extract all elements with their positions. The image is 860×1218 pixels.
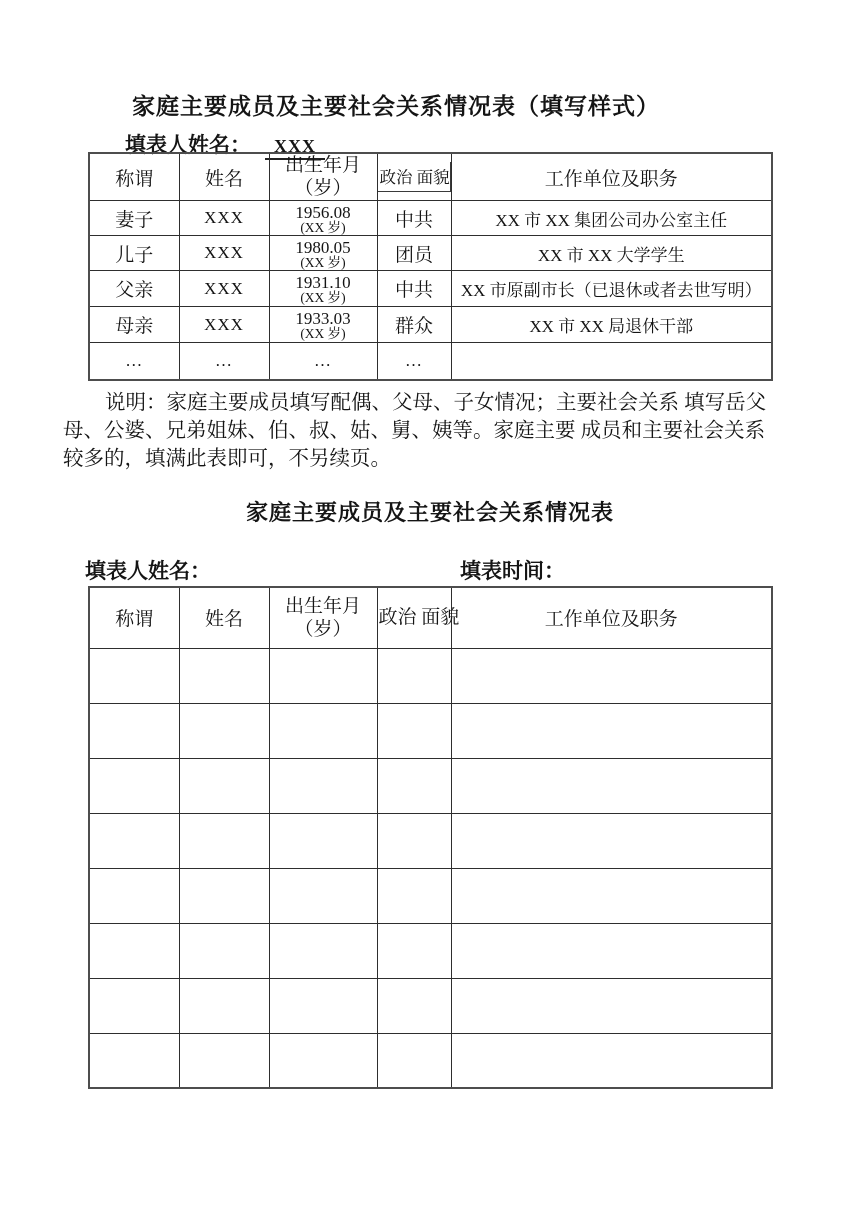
header-birth-line2: （岁） bbox=[294, 178, 352, 199]
empty-cell bbox=[179, 703, 269, 758]
header-birth-line2: （岁） bbox=[294, 618, 352, 640]
blank-table-header-row bbox=[89, 587, 772, 648]
header-birth-line1: 出生年月 bbox=[284, 155, 361, 176]
birth-age: (XX 岁) bbox=[300, 219, 346, 235]
empty-cell bbox=[269, 648, 377, 703]
cell-work: XX 市 XX 局退休干部 bbox=[451, 307, 772, 343]
birth-age: (XX 岁) bbox=[300, 326, 346, 341]
member-row bbox=[89, 201, 772, 236]
birth-year: 1933.03 bbox=[295, 309, 351, 328]
filler-name-value: XXX bbox=[265, 135, 325, 160]
sample-members-table bbox=[88, 152, 773, 381]
instructions-note bbox=[63, 389, 803, 473]
cell-relation: 父亲 bbox=[89, 271, 179, 307]
member-row bbox=[89, 271, 772, 307]
cell-relation: 母亲 bbox=[89, 307, 179, 343]
note-line: 较多的，填满此表即可，不另续页。 bbox=[63, 448, 391, 470]
empty-cell bbox=[269, 923, 377, 978]
empty-cell bbox=[451, 703, 772, 758]
cell-relation: 儿子 bbox=[89, 236, 179, 271]
birth-age: (XX 岁) bbox=[300, 290, 346, 305]
empty-cell bbox=[89, 923, 179, 978]
empty-cell bbox=[179, 813, 269, 868]
sample-table-header-row bbox=[89, 153, 772, 201]
birth-age: (XX 岁) bbox=[300, 254, 346, 270]
cell-political: 中共 bbox=[377, 201, 451, 236]
cell-work: XX 市 XX 集团公司办公室主任 bbox=[451, 201, 772, 236]
empty-cell bbox=[451, 648, 772, 703]
empty-cell bbox=[451, 868, 772, 923]
empty-cell bbox=[89, 868, 179, 923]
header-political bbox=[377, 587, 460, 648]
empty-cell bbox=[377, 923, 451, 978]
empty-cell bbox=[451, 1033, 772, 1088]
empty-cell bbox=[179, 648, 269, 703]
empty-cell bbox=[89, 648, 179, 703]
empty-cell bbox=[269, 868, 377, 923]
empty-cell bbox=[451, 923, 772, 978]
cell-name: XXX bbox=[179, 271, 269, 307]
empty-cell bbox=[377, 648, 451, 703]
empty-cell bbox=[89, 758, 179, 813]
cell-birth: … bbox=[269, 343, 377, 380]
cell-birth bbox=[269, 271, 377, 307]
header-political bbox=[377, 153, 451, 201]
empty-cell bbox=[179, 923, 269, 978]
empty-cell bbox=[377, 703, 451, 758]
empty-row bbox=[89, 868, 772, 923]
empty-row bbox=[89, 758, 772, 813]
cell-name: XXX bbox=[179, 201, 269, 236]
empty-cell bbox=[179, 1033, 269, 1088]
header-work: 工作单位及职务 bbox=[451, 587, 772, 648]
header-birth bbox=[269, 153, 377, 201]
member-row bbox=[89, 236, 772, 271]
cell-birth bbox=[269, 236, 377, 271]
cell-work: XX 市 XX 大学学生 bbox=[451, 236, 772, 271]
cell-relation: … bbox=[89, 343, 179, 380]
empty-cell bbox=[377, 868, 451, 923]
header-relation: 称谓 bbox=[89, 587, 179, 648]
filler-name-label: 填表人姓名： bbox=[125, 133, 251, 157]
header-birth bbox=[269, 587, 377, 648]
blank-filler-name-label: 填表人姓名： bbox=[85, 559, 211, 583]
empty-cell bbox=[377, 1033, 451, 1088]
blank-members-table bbox=[88, 586, 773, 1089]
empty-cell bbox=[451, 978, 772, 1033]
cell-political: … bbox=[377, 343, 451, 380]
sample-section-title: 家庭主要成员及主要社会关系情况表（填写样式） bbox=[132, 94, 660, 119]
political-header-label: 政治 面貌 bbox=[378, 607, 460, 629]
note-line: 母、公婆、兄弟姐妹、伯、叔、姑、舅、姨等。家庭主要 成员和主要社会关系 bbox=[63, 420, 766, 442]
birth-year: 1956.08 bbox=[295, 202, 351, 222]
cell-work bbox=[451, 343, 772, 380]
empty-row bbox=[89, 978, 772, 1033]
note-line: 说明：家庭主要成员填写配偶、父母、子女情况；主要社会关系 填写岳父 bbox=[105, 392, 767, 414]
header-birth-line1: 出生年月 bbox=[284, 595, 361, 617]
cell-political: 中共 bbox=[377, 271, 451, 307]
birth-year: 1980.05 bbox=[295, 237, 351, 257]
empty-cell bbox=[179, 978, 269, 1033]
empty-row bbox=[89, 923, 772, 978]
empty-cell bbox=[89, 978, 179, 1033]
political-header-box: 政治 面貌 bbox=[378, 162, 451, 192]
header-work: 工作单位及职务 bbox=[451, 153, 772, 201]
birth-year: 1931.10 bbox=[295, 273, 351, 292]
empty-cell bbox=[89, 1033, 179, 1088]
empty-row bbox=[89, 813, 772, 868]
empty-cell bbox=[269, 758, 377, 813]
empty-cell bbox=[377, 758, 451, 813]
empty-row bbox=[89, 703, 772, 758]
empty-cell bbox=[451, 758, 772, 813]
cell-birth bbox=[269, 307, 377, 343]
cell-name: XXX bbox=[179, 307, 269, 343]
member-row-ellipsis bbox=[89, 343, 772, 380]
empty-cell bbox=[89, 813, 179, 868]
cell-name: … bbox=[179, 343, 269, 380]
cell-relation: 妻子 bbox=[89, 201, 179, 236]
header-name: 姓名 bbox=[179, 153, 269, 201]
blank-fill-time-label: 填表时间： bbox=[460, 559, 565, 583]
empty-cell bbox=[269, 703, 377, 758]
empty-row bbox=[89, 648, 772, 703]
empty-cell bbox=[89, 703, 179, 758]
cell-work: XX 市原副市长（已退休或者去世写明） bbox=[451, 271, 772, 307]
cell-birth bbox=[269, 201, 377, 236]
empty-cell bbox=[451, 813, 772, 868]
cell-name: XXX bbox=[179, 236, 269, 271]
cell-political: 团员 bbox=[377, 236, 451, 271]
empty-cell bbox=[179, 758, 269, 813]
cell-political: 群众 bbox=[377, 307, 451, 343]
blank-section-title: 家庭主要成员及主要社会关系情况表 bbox=[245, 500, 614, 525]
member-row bbox=[89, 307, 772, 343]
empty-row bbox=[89, 1033, 772, 1088]
empty-cell bbox=[269, 978, 377, 1033]
empty-cell bbox=[377, 813, 451, 868]
header-name: 姓名 bbox=[179, 587, 269, 648]
empty-cell bbox=[377, 978, 451, 1033]
empty-cell bbox=[269, 813, 377, 868]
empty-cell bbox=[179, 868, 269, 923]
empty-cell bbox=[269, 1033, 377, 1088]
header-relation: 称谓 bbox=[89, 153, 179, 201]
